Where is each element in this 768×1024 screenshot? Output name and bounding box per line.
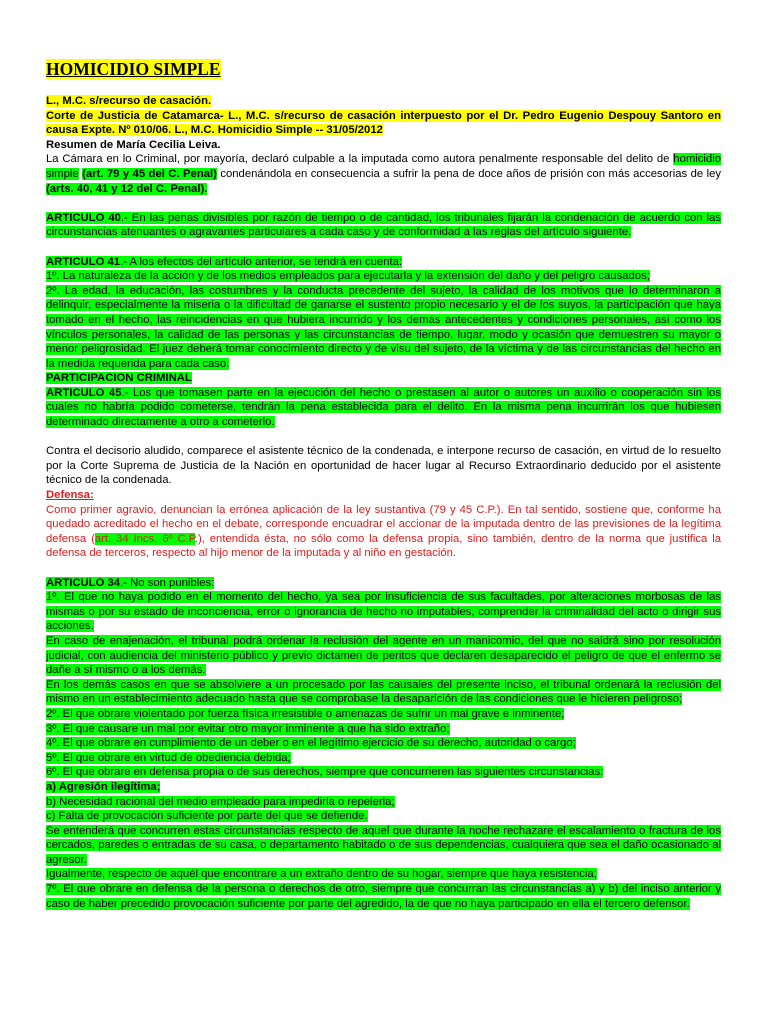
article-34-item-5: 5º. El que obrare en virtud de obediencia debida; xyxy=(46,751,291,764)
article-45: ARTICULO 45.- Los que tomasen parte en la ejecución del hecho o prestasen al autor o autores un auxilio o cooperación sin los cuales no habría podido cometerse, tendrán la pena establecida para el delito. En la misma pena incurrirán los que hubiesen determinado directamente a otro a cometerlo. xyxy=(46,386,721,429)
article-41: ARTICULO 41.- A los efectos del artículo anterior, se tendrá en cuenta: xyxy=(46,255,403,268)
participacion-heading: PARTICIPACION CRIMINAL xyxy=(46,372,192,385)
intro-paragraph: La Cámara en lo Criminal, por mayoría, declaró culpable a la imputada como autora penalmente responsable del delito de homicidio simple (art. 79 y 45 del C. Penal) condenándola en consecuencia a sufrir la pena de doce años de prisión con más accesorias de ley (arts. 40, 41 y 12 del C. Penal). xyxy=(46,153,722,195)
article-34-item-2: 2º. El que obrare violentado por fuerza física irresistible o amenazas de sufrir un mal grave e inminente; xyxy=(46,707,565,720)
defensa-heading: Defensa: xyxy=(46,489,94,502)
article-34-b: b) Necesidad racional del medio empleado para impedirla o repelerla; xyxy=(46,795,395,808)
article-40: ARTICULO 40.- En las penas divisibles por razón de tiempo o de cantidad, los tribunales fijarán la condenación de acuerdo con las circunstancias atenuantes o agravantes particulares a cada caso y de conformidad a las reglas del artículo siguiente. xyxy=(46,211,721,239)
article-34-a: a) Agresión ilegítima; xyxy=(46,780,161,793)
article-41-item-2: 2º. La edad, la educación, las costumbres y la conducta precedente del sujeto, la calidad de los motivos que lo determinaron a delinquir, especialmente la miseria o la dificultad de ganarse el sustento propio necesario y el de los suyos, la participación que haya tomado en el hecho, las reincidencias en que hubiera incurrido y los demás antecedentes y condiciones personales, así como los vínculos personales, la calidad de las personas y las circunstancias de tiempo, lugar, modo y ocasión que demuestren su mayor o menor peligrosidad. El juez deberá tomar conocimiento directo y de visu del sujeto, de la víctima y de las circunstancias del hecho en la medida requerida para cada caso. xyxy=(46,284,721,370)
document-body xyxy=(46,58,721,911)
court-line: Corte de Justicia de Catamarca- L., M.C. s/recurso de casación interpuesto por el Dr. Pedro Eugenio Despouy Santoro en causa Expte. Nº 010/06. L., M.C. Homicidio Simple -- 31/05/2012 xyxy=(46,109,721,137)
summary-author: Resumen de María Cecilia Leiva. xyxy=(46,138,221,151)
defensa-paragraph: Como primer agravio, denuncian la errónea aplicación de la ley sustantiva (79 y 45 C.P.). En tal sentido, sostiene que, conforme ha quedado acreditado el hecho en el debate, corresponde encuadrar el accionar de la imputada dentro de las previsiones de la legítima defensa (art. 34 Incs. 6º C.P.), entendida ésta, no sólo como la defensa propia, sino también, dentro de la norma que justifica la defensa de terceros, respecto al hijo menor de la imputada y al niño en gestación. xyxy=(46,503,721,560)
article-34-demas: En los demás casos en que se absolviere a un procesado por las causales del presente inciso, el tribunal ordenará la reclusión del mismo en un establecimiento adecuado hasta que se comprobase la desaparición de las condiciones que le hicieren peligroso; xyxy=(46,678,721,706)
article-34: ARTICULO 34.- No son punibles: xyxy=(46,576,215,589)
article-34-enajenacion: En caso de enajenación, el tribunal podrá ordenar la reclusión del agente en un manicomio, del que no saldrá sino por resolución judicial, con audiencia del ministerio público y previo dictamen de peritos que declaren desaparecido el peligro de que el enfermo se dañe a sí mismo o a los demás. xyxy=(46,634,721,677)
contra-paragraph: Contra el decisorio aludido, comparece el asistente técnico de la condenada, e interpone recurso de casación, en virtud de lo resuelto por la Corte Suprema de Justicia de la Nación en oportunidad de hacer lugar al Recurso Extraordinario deducido por el asistente técnico de la condenada. xyxy=(46,445,721,487)
article-34-item-6: 6º. El que obrare en defensa propia o de sus derechos, siempre que concurrieren las siguientes circunstancias: xyxy=(46,766,604,779)
document-title: HOMICIDIO SIMPLE xyxy=(46,59,221,79)
article-34-item-3: 3º. El que causare un mal por evitar otro mayor inminente a que ha sido extraño; xyxy=(46,722,450,735)
case-line: L., M.C. s/recurso de casación. xyxy=(46,95,212,107)
article-34-hogar: Igualmente, respecto de aquél que encontrare a un extraño dentro de su hogar, siempre que haya resistencia; xyxy=(46,868,597,881)
article-34-item-7: 7º. El que obrare en defensa de la persona o derechos de otro, siempre que concurran las circunstancias a) y b) del inciso anterior y caso de haber precedido provocación suficiente por parte del agredido, la de que no haya participado en ella el tercero defensor. xyxy=(46,883,721,910)
article-34-item-4: 4º. El que obrare en cumplimiento de un deber o en el legítimo ejercicio de su derecho, autoridad o cargo; xyxy=(46,737,576,750)
article-34-noche: Se entenderá que concurren estas circunstancias respecto de aquel que durante la noche rechazare el escalamiento o fractura de los cercados, paredes o entradas de su casa, o departamento habitado o de sus dependencias, cualquiera que sea el daño ocasionado al agresor. xyxy=(46,824,721,866)
article-34-item-1: 1º. El que no haya podido en el momento del hecho, ya sea por insuficiencia de sus facultades, por alteraciones morbosas de las mismas o por su estado de inconciencia, error o ignorancia de hecho no imputables, comprender la criminalidad del acto o dirigir sus acciones. xyxy=(46,591,721,633)
article-41-item-1: 1º. La naturaleza de la acción y de los medios empleados para ejecutarla y la extensión del daño y del peligro causados; xyxy=(46,270,650,283)
article-34-c: c) Falta de provocación suficiente por parte del que se defiende. xyxy=(46,810,368,823)
